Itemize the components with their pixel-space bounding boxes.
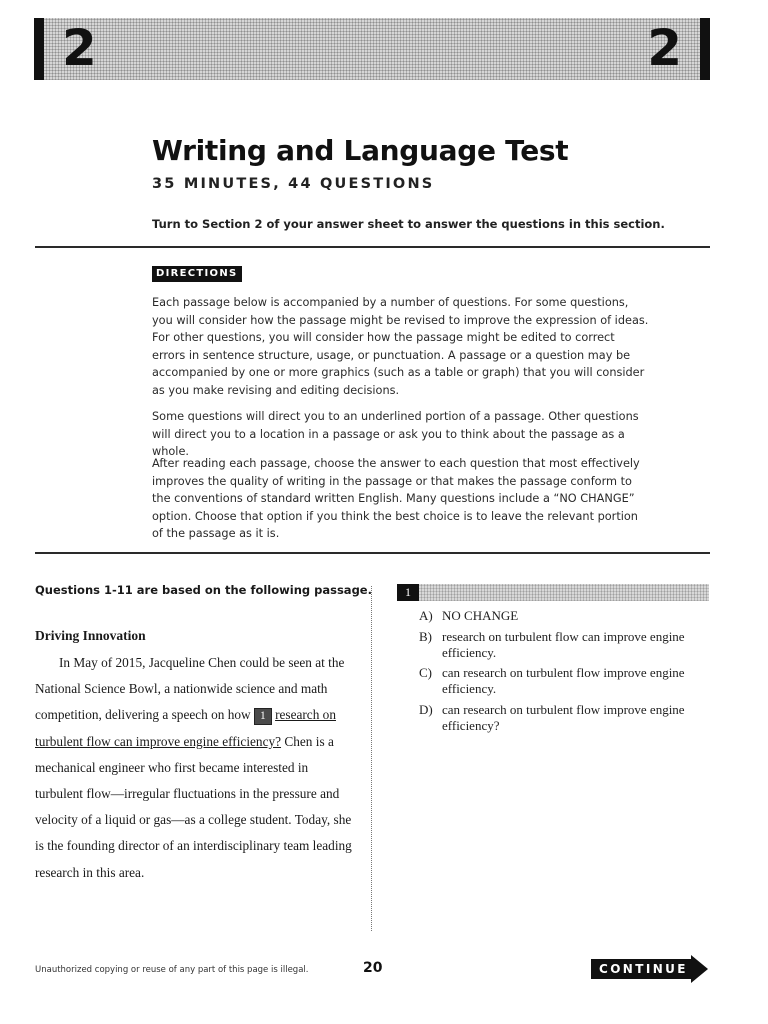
choice-text: can research on turbulent flow improve engine efficiency. (442, 665, 685, 696)
page-number: 20 (363, 960, 383, 976)
answer-sheet-instruction: Turn to Section 2 of your answer sheet to answer the questions in this section. (152, 217, 665, 231)
directions-bottom-divider (35, 552, 710, 554)
choice-text: NO CHANGE (442, 608, 519, 623)
column-divider (371, 586, 372, 931)
choice-letter: B) (419, 628, 432, 644)
top-divider (35, 246, 710, 248)
choice-letter: A) (419, 608, 433, 623)
choice-letter: D) (419, 701, 433, 717)
choice-text: can research on turbulent flow improve engine efficiency? (442, 701, 685, 733)
passage-text-after: Chen is a mechanical engineer who first became interested in turbulent flow—irregular fluctuations in the pressure and velocity of a liquid or gas—as a college student. Today, she is the founding director of an interdisciplinary team leading research in this area. (35, 733, 352, 880)
choice-d[interactable] (419, 702, 709, 734)
test-subtitle: 35 MINUTES, 44 QUESTIONS (152, 176, 435, 192)
choice-c[interactable] (419, 665, 709, 697)
directions-label: DIRECTIONS (152, 266, 242, 282)
test-title: Writing and Language Test (152, 134, 569, 167)
choice-b[interactable] (419, 629, 709, 661)
answer-choices (419, 608, 709, 738)
choice-text: research on turbulent flow can improve engine efficiency. (442, 628, 685, 660)
directions-paragraph-3: After reading each passage, choose the answer to each question that most effectively improves the quality of writing in the passage or that makes the passage conform to the conventions of standard written English. Many questions include a “NO CHANGE” option. Choose that option if you think the best choice is to leave the relevant portion of the passage as it is. (152, 457, 640, 541)
directions-paragraph-2: Some questions will direct you to an underlined portion of a passage. Other questions will direct you to a location in a passage or ask you to think about the passage as a whole. (152, 410, 639, 459)
copyright-notice: Unauthorized copying or reuse of any part of this page is illegal. (35, 965, 309, 975)
continue-arrow-button[interactable] (591, 955, 709, 983)
section-number-left: 2 (62, 19, 97, 77)
question-header-bar (397, 584, 709, 601)
underlined-portion[interactable]: research on turbulent flow can improve engine efficiency? (35, 707, 336, 749)
directions-paragraph-1: Each passage below is accompanied by a number of questions. For some questions, you will consider how the passage might be revised to improve the expression of ideas. For other questions, you will consider how the passage might be edited to correct errors in sentence structure, usage, or punctuation. A passage or a question may be accompanied by one or more graphics (such as a table or graph) that you will consider as you make revising and editing decisions. (152, 296, 649, 397)
passage-title: Driving Innovation (35, 628, 146, 643)
continue-label: CONTINUE (599, 962, 688, 976)
header-right-bar (700, 18, 710, 80)
choice-a[interactable] (419, 608, 709, 624)
section-header-banner (34, 18, 710, 80)
passage-text-before: In May of 2015, Jacqueline Chen could be seen at the National Science Bowl, a nationwide science and math competition, delivering a speech on how (35, 655, 345, 723)
choice-letter: C) (419, 665, 432, 680)
passage-intro: Questions 1-11 are based on the following passage. (35, 583, 372, 597)
question-number: 1 (397, 584, 419, 601)
passage-body (35, 650, 355, 886)
question-marker[interactable]: 1 (254, 708, 272, 725)
section-number-right: 2 (647, 19, 682, 77)
header-left-bar (34, 18, 44, 80)
